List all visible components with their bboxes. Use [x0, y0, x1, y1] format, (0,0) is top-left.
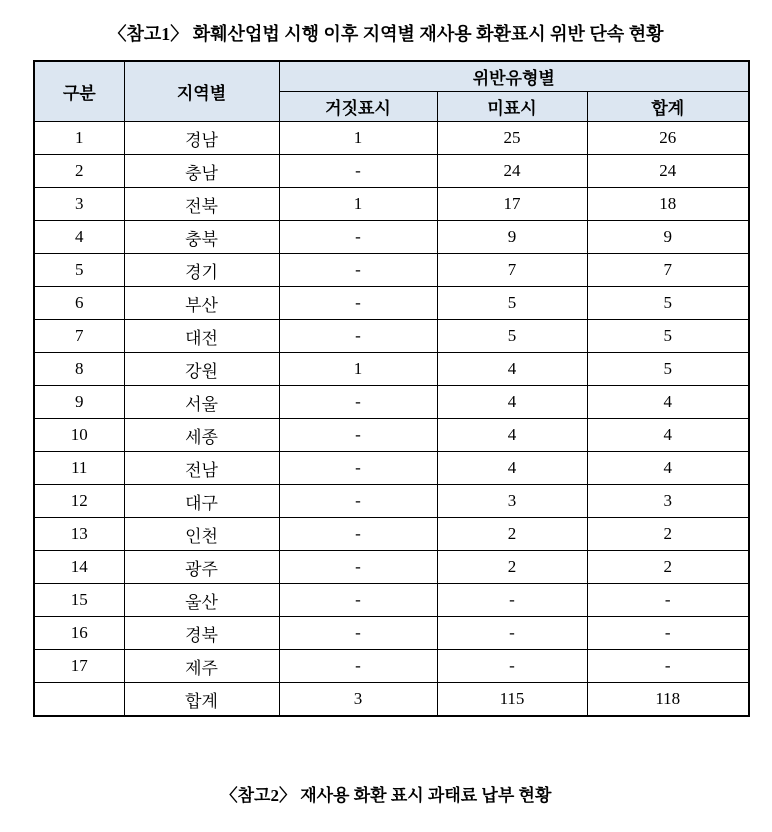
header-category: 구분	[34, 61, 124, 122]
cell-total: 4	[587, 419, 749, 452]
cell-no-label: 4	[437, 386, 587, 419]
cell-total: -	[587, 617, 749, 650]
cell-region: 충남	[124, 155, 279, 188]
cell-region: 대구	[124, 485, 279, 518]
cell-no-label: 7	[437, 254, 587, 287]
cell-false-label: -	[279, 485, 437, 518]
table-row	[34, 485, 749, 518]
cell-no-label: 5	[437, 320, 587, 353]
cell-no-label: -	[437, 584, 587, 617]
cell-no: 4	[34, 221, 124, 254]
cell-region: 경북	[124, 617, 279, 650]
cell-no-label: 9	[437, 221, 587, 254]
cell-no-label: 3	[437, 485, 587, 518]
cell-total: 2	[587, 551, 749, 584]
cell-no: 1	[34, 122, 124, 155]
cell-total: -	[587, 650, 749, 683]
cell-no: 7	[34, 320, 124, 353]
cell-total: 5	[587, 353, 749, 386]
table-header-row-1	[34, 61, 749, 92]
cell-region: 광주	[124, 551, 279, 584]
table-row	[34, 518, 749, 551]
cell-no-label: 4	[437, 452, 587, 485]
cell-false-label: -	[279, 650, 437, 683]
cell-region: 인천	[124, 518, 279, 551]
cell-total: 9	[587, 221, 749, 254]
table-row	[34, 287, 749, 320]
table-row	[34, 584, 749, 617]
cell-no-label: 115	[437, 683, 587, 717]
cell-region: 합계	[124, 683, 279, 717]
cell-total: 24	[587, 155, 749, 188]
cell-total: 26	[587, 122, 749, 155]
table-row	[34, 353, 749, 386]
table-row	[34, 155, 749, 188]
cell-total: 118	[587, 683, 749, 717]
table-row	[34, 188, 749, 221]
table-body	[34, 122, 749, 717]
cell-no-label: 5	[437, 287, 587, 320]
cell-no: 11	[34, 452, 124, 485]
cell-false-label: -	[279, 386, 437, 419]
cell-no: 10	[34, 419, 124, 452]
cell-no-label: 24	[437, 155, 587, 188]
cell-no-label: 4	[437, 419, 587, 452]
cell-no: 2	[34, 155, 124, 188]
cell-total: 4	[587, 452, 749, 485]
cell-total: 3	[587, 485, 749, 518]
cell-region: 전북	[124, 188, 279, 221]
table-header	[34, 61, 749, 122]
cell-false-label: 1	[279, 122, 437, 155]
violation-enforcement-table	[33, 60, 750, 717]
cell-no: 13	[34, 518, 124, 551]
cell-no: 17	[34, 650, 124, 683]
cell-region: 대전	[124, 320, 279, 353]
table-row	[34, 386, 749, 419]
cell-no: 5	[34, 254, 124, 287]
cell-false-label: 1	[279, 353, 437, 386]
table-row	[34, 452, 749, 485]
cell-no: 8	[34, 353, 124, 386]
cell-no-label: -	[437, 617, 587, 650]
table-row	[34, 419, 749, 452]
cell-no: 16	[34, 617, 124, 650]
cell-no-label: 17	[437, 188, 587, 221]
cell-false-label: -	[279, 518, 437, 551]
cell-false-label: -	[279, 254, 437, 287]
cell-no-label: 25	[437, 122, 587, 155]
cell-no: 15	[34, 584, 124, 617]
table-row-total	[34, 683, 749, 717]
cell-false-label: -	[279, 617, 437, 650]
cell-no	[34, 683, 124, 717]
table-row	[34, 551, 749, 584]
cell-no-label: 2	[437, 551, 587, 584]
cell-region: 부산	[124, 287, 279, 320]
cell-no-label: 4	[437, 353, 587, 386]
header-total: 합계	[587, 92, 749, 122]
cell-total: 5	[587, 320, 749, 353]
cell-region: 제주	[124, 650, 279, 683]
table-row	[34, 254, 749, 287]
cell-false-label: -	[279, 452, 437, 485]
cell-false-label: -	[279, 320, 437, 353]
cell-total: -	[587, 584, 749, 617]
cell-region: 충북	[124, 221, 279, 254]
cell-no: 12	[34, 485, 124, 518]
cell-total: 4	[587, 386, 749, 419]
table-row	[34, 650, 749, 683]
cell-total: 5	[587, 287, 749, 320]
cell-total: 18	[587, 188, 749, 221]
cell-no: 9	[34, 386, 124, 419]
cell-region: 전남	[124, 452, 279, 485]
cell-no: 6	[34, 287, 124, 320]
cell-region: 울산	[124, 584, 279, 617]
cell-region: 세종	[124, 419, 279, 452]
cell-false-label: 1	[279, 188, 437, 221]
header-violation-group: 위반유형별	[279, 61, 749, 92]
cell-no-label: -	[437, 650, 587, 683]
cell-no: 3	[34, 188, 124, 221]
page-title-ref2: 〈참고2〉 재사용 화환 표시 과태료 납부 현황	[220, 786, 552, 805]
cell-no-label: 2	[437, 518, 587, 551]
cell-false-label: -	[279, 287, 437, 320]
cell-false-label: -	[279, 551, 437, 584]
table-row	[34, 320, 749, 353]
header-false-label: 거짓표시	[279, 92, 437, 122]
cell-region: 경기	[124, 254, 279, 287]
cell-false-label: -	[279, 584, 437, 617]
header-region: 지역별	[124, 61, 279, 122]
page-title-ref1: 〈참고1〉 화훼산업법 시행 이후 지역별 재사용 화환표시 위반 단속 현황	[108, 24, 664, 44]
cell-false-label: -	[279, 155, 437, 188]
cell-region: 서울	[124, 386, 279, 419]
cell-region: 경남	[124, 122, 279, 155]
cell-false-label: -	[279, 419, 437, 452]
table-row	[34, 122, 749, 155]
header-no-label: 미표시	[437, 92, 587, 122]
cell-total: 2	[587, 518, 749, 551]
table-row	[34, 221, 749, 254]
cell-total: 7	[587, 254, 749, 287]
cell-false-label: -	[279, 221, 437, 254]
cell-false-label: 3	[279, 683, 437, 717]
cell-region: 강원	[124, 353, 279, 386]
table-row	[34, 617, 749, 650]
cell-no: 14	[34, 551, 124, 584]
